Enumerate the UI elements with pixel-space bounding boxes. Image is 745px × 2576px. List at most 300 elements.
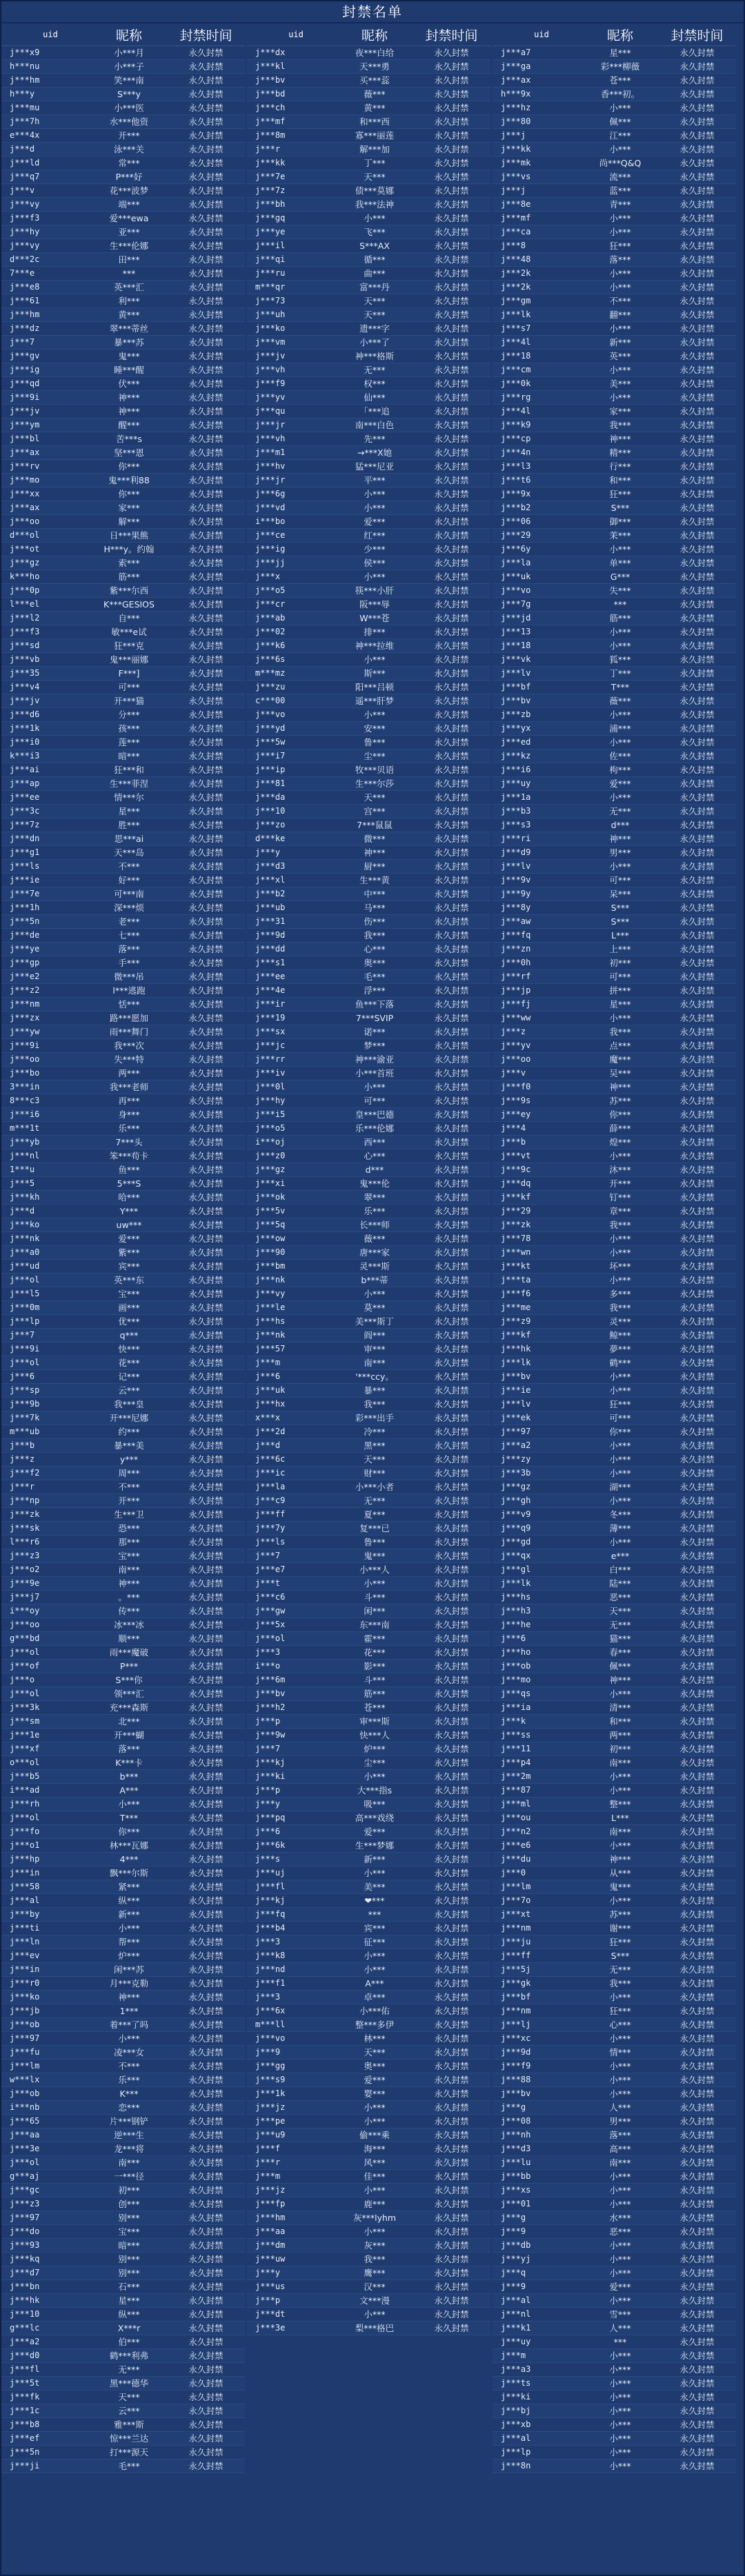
nickname-cell: 炉*** xyxy=(364,1744,386,1754)
nickname-cell: 顺*** xyxy=(118,1633,140,1644)
ban-time-cell: 永久封禁 xyxy=(434,1854,469,1864)
uid-cell: j***97 xyxy=(10,2213,40,2222)
nickname-cell: 小*** xyxy=(364,2309,386,2320)
uid-cell: j***b2 xyxy=(501,503,531,512)
ban-time-cell: 永久封禁 xyxy=(188,337,223,348)
ban-time-cell: 永久封禁 xyxy=(679,117,715,127)
uid-cell: j***uk xyxy=(255,1385,286,1395)
uid-cell: j***x9 xyxy=(10,48,40,57)
nickname-cell: 神***拉维 xyxy=(355,641,395,651)
ban-time-cell: 永久封禁 xyxy=(679,2392,715,2402)
nickname-cell: 亚*** xyxy=(118,227,140,237)
table-row xyxy=(1,2184,245,2197)
table-row xyxy=(1,1274,245,1287)
nickname-cell: 小*** xyxy=(609,1234,631,1244)
table-row xyxy=(247,1811,490,1825)
table-row xyxy=(1,1798,245,1811)
nickname-cell: 和*** xyxy=(609,1716,631,1727)
table-row xyxy=(1,667,245,681)
ban-time-cell: 永久封禁 xyxy=(679,1427,715,1437)
table-row xyxy=(493,1411,736,1425)
table-row xyxy=(1,1949,245,1963)
nickname-cell: 小*** xyxy=(609,1468,631,1478)
uid-cell: j***ek xyxy=(501,1413,531,1422)
table-row xyxy=(247,860,490,874)
uid-cell: j***ts xyxy=(501,2378,531,2388)
uid-cell: j***ch xyxy=(255,103,286,112)
uid-cell: j***g1 xyxy=(10,847,40,857)
uid-cell: j***kf xyxy=(501,1192,531,1202)
table-row xyxy=(493,1577,736,1591)
nickname-cell: 灰***lyhm xyxy=(352,2213,397,2223)
table-row xyxy=(247,1922,490,1935)
table-row xyxy=(493,1177,736,1191)
ban-time-cell: 永久封禁 xyxy=(434,2268,469,2278)
ban-time-cell: 永久封禁 xyxy=(434,1013,469,1023)
ban-time-cell: 永久封禁 xyxy=(188,1689,223,1699)
ban-time-cell: 永久封禁 xyxy=(679,103,715,113)
uid-cell: j***xl xyxy=(255,875,286,885)
table-row xyxy=(247,1453,490,1467)
uid-cell: j***y xyxy=(255,847,281,857)
ban-time-cell: 永久封禁 xyxy=(679,351,715,361)
nickname-cell: 再*** xyxy=(118,1096,140,1106)
table-row xyxy=(247,336,490,350)
ban-time-cell: 永久封禁 xyxy=(679,544,715,554)
table-row xyxy=(493,2377,736,2391)
ban-time-cell: 永久封禁 xyxy=(679,1854,715,1864)
nickname-cell: 小*** xyxy=(364,1578,386,1589)
ban-time-cell: 永久封禁 xyxy=(434,1234,469,1244)
nickname-cell: 枸*** xyxy=(609,765,631,775)
uid-cell: j***nh xyxy=(501,2130,531,2140)
ban-time-cell: 永久封禁 xyxy=(679,2254,715,2264)
nickname-cell: 充***森斯 xyxy=(109,1702,149,1713)
uid-cell: j***0 xyxy=(501,1868,526,1878)
uid-cell: j***ie xyxy=(501,1385,531,1395)
ban-time-cell: 永久封禁 xyxy=(679,696,715,706)
nickname-cell: 排*** xyxy=(364,627,386,637)
uid-cell: x***x xyxy=(255,1413,281,1422)
ban-time-cell: 永久封禁 xyxy=(188,599,223,610)
uid-cell: j***9d xyxy=(255,930,286,940)
table-row xyxy=(247,1067,490,1080)
nickname-cell: 深***烦 xyxy=(114,903,144,913)
nickname-cell: 惊***兰达 xyxy=(109,2433,149,2444)
ban-time-cell: 永久封禁 xyxy=(188,516,223,527)
nickname-cell: K***GESIOS xyxy=(103,599,155,610)
nickname-cell: *** xyxy=(122,268,136,279)
nickname-cell: 小***月 xyxy=(114,48,144,58)
ban-time-cell: 永久封禁 xyxy=(188,2061,223,2071)
nickname-cell: 思***ai xyxy=(114,834,144,844)
uid-cell: j***e7 xyxy=(255,1564,286,1574)
ban-time-cell: 永久封禁 xyxy=(434,1661,469,1671)
ban-time-cell: 永久封禁 xyxy=(188,199,223,210)
nickname-cell: 我*** xyxy=(364,930,386,940)
table-row xyxy=(1,1136,245,1149)
uid-cell: i***o xyxy=(255,1661,281,1671)
nickname-cell: 英***汇 xyxy=(114,282,144,292)
ban-time-cell: 永久封禁 xyxy=(434,585,469,596)
uid-cell: j***ic xyxy=(255,1468,286,1478)
table-row xyxy=(1,2197,245,2211)
uid-cell: j***ye xyxy=(10,944,40,954)
uid-cell: j***bm xyxy=(255,1261,286,1271)
ban-time-cell: 永久封禁 xyxy=(188,641,223,651)
uid-cell: j***3b xyxy=(501,1468,531,1478)
table-row xyxy=(1,901,245,915)
ban-time-cell: 永久封禁 xyxy=(434,1413,469,1423)
uid-cell: j***aa xyxy=(255,2226,286,2236)
ban-time-cell: 永久封禁 xyxy=(188,1730,223,1740)
nickname-cell: 小*** xyxy=(609,2378,631,2388)
nickname-cell: 蓝*** xyxy=(609,185,631,196)
uid-cell: j***zk xyxy=(501,1220,531,1229)
nickname-cell: 恐*** xyxy=(118,1523,140,1533)
table-row xyxy=(1,1922,245,1935)
ban-time-cell: 永久封禁 xyxy=(434,117,469,127)
ban-time-cell: 永久封禁 xyxy=(188,875,223,885)
nickname-cell: 纵*** xyxy=(118,1895,140,1906)
table-row xyxy=(247,446,490,460)
ban-time-cell: 永久封禁 xyxy=(434,365,469,375)
uid-cell: j***9x xyxy=(501,489,531,499)
nickname-cell: 循*** xyxy=(364,254,386,265)
table-row xyxy=(493,1646,736,1660)
uid-cell: j***jz xyxy=(255,2102,286,2112)
uid-cell: j***v4 xyxy=(10,682,40,692)
table-row xyxy=(1,446,245,460)
table-row xyxy=(493,763,736,777)
nickname-cell: 花*** xyxy=(364,1647,386,1658)
nickname-cell: 男*** xyxy=(609,847,631,858)
ban-time-cell: 永久封禁 xyxy=(188,1937,223,1947)
table-row xyxy=(493,2018,736,2032)
uid-cell: j***a2 xyxy=(501,1440,531,1450)
nickname-cell: 婴*** xyxy=(364,2089,386,2099)
nickname-cell: 小*** xyxy=(609,213,631,223)
table-row xyxy=(247,1853,490,1866)
table-row xyxy=(493,2459,736,2473)
table-row xyxy=(1,1563,245,1577)
nickname-cell: 开*** xyxy=(118,130,140,141)
ban-time-cell: 永久封禁 xyxy=(434,599,469,610)
uid-cell: j***ho xyxy=(501,1647,531,1657)
nickname-cell: *** xyxy=(613,599,627,610)
uid-cell: j***18 xyxy=(501,641,531,650)
table-row xyxy=(247,1080,490,1094)
uid-cell: j***oo xyxy=(501,1054,531,1064)
uid-cell: j***3 xyxy=(255,1992,281,2002)
uid-cell: j***uw xyxy=(255,2254,286,2264)
ban-time-cell: 永久封禁 xyxy=(434,1882,469,1892)
nickname-cell: 彩***出手 xyxy=(355,1413,395,1423)
nickname-cell: 路***愿加 xyxy=(109,1013,149,1023)
uid-cell: j***8y xyxy=(501,903,531,912)
ban-time-cell: 永久封禁 xyxy=(188,1385,223,1396)
uid-cell: j***d xyxy=(10,1206,35,1216)
uid-cell: j***z xyxy=(10,1454,35,1464)
table-row xyxy=(493,2115,736,2129)
nickname-cell: 征*** xyxy=(364,1937,386,1947)
uid-cell: j***xc xyxy=(501,2033,531,2043)
ban-time-cell: 永久封禁 xyxy=(434,1827,469,1837)
uid-cell: j***d7 xyxy=(10,2268,40,2277)
uid-cell: j***dq xyxy=(501,1178,531,1188)
nickname-cell: 笑***南 xyxy=(114,75,144,85)
uid-cell: j***r xyxy=(10,1482,35,1491)
nickname-cell: 我***法神 xyxy=(355,199,395,210)
nickname-cell: 1*** xyxy=(119,2006,139,2016)
nickname-cell: 宝*** xyxy=(118,1551,140,1561)
ban-time-cell: 永久封禁 xyxy=(434,103,469,113)
uid-cell: j***bf xyxy=(501,682,531,692)
nickname-cell: 鹿*** xyxy=(364,2199,386,2209)
table-row xyxy=(1,887,245,901)
table-row xyxy=(1,1205,245,1218)
table-row xyxy=(493,2142,736,2156)
ban-time-cell: 永久封禁 xyxy=(188,999,223,1009)
table-row xyxy=(1,1177,245,1191)
table-row xyxy=(493,708,736,722)
table-row xyxy=(493,970,736,984)
nickname-cell: 夜***白给 xyxy=(355,48,395,58)
nickname-cell: 中*** xyxy=(364,889,386,899)
nickname-cell: 生***菲涅 xyxy=(109,778,149,789)
ban-time-cell: 永久封禁 xyxy=(679,1109,715,1120)
ban-time-cell: 永久封禁 xyxy=(679,1661,715,1671)
ban-time-cell: 永久封禁 xyxy=(679,434,715,444)
table-row xyxy=(493,694,736,708)
uid-cell: j***ud xyxy=(10,1261,40,1271)
uid-cell: j***ss xyxy=(501,1730,531,1740)
table-row xyxy=(493,1315,736,1329)
ban-time-cell: 永久封禁 xyxy=(679,1620,715,1630)
table-row xyxy=(1,612,245,625)
ban-list-column xyxy=(1,23,245,2575)
nickname-cell: 乐*** xyxy=(364,1206,386,1216)
nickname-cell: 逆***生 xyxy=(114,2130,144,2140)
uid-cell: j***s7 xyxy=(501,323,531,333)
table-row xyxy=(1,805,245,818)
ban-time-cell: 永久封禁 xyxy=(679,461,715,472)
ban-time-cell: 永久封禁 xyxy=(188,89,223,99)
uid-cell: j***mu xyxy=(10,103,40,112)
nickname-cell: 斗*** xyxy=(364,1592,386,1602)
uid-cell: j***6 xyxy=(10,1371,35,1381)
nickname-cell: 买***蕊 xyxy=(359,75,390,85)
ban-time-cell: 永久封禁 xyxy=(679,392,715,403)
ban-time-cell: 永久封禁 xyxy=(434,1330,469,1340)
uid-cell: j***ln xyxy=(10,1937,40,1946)
nickname-cell: 煌*** xyxy=(609,1137,631,1147)
table-row xyxy=(247,129,490,143)
table-row xyxy=(493,1963,736,1977)
ban-time-cell: 永久封禁 xyxy=(434,2323,469,2333)
nickname-cell: 伏*** xyxy=(118,379,140,389)
ban-time-cell: 永久封禁 xyxy=(188,1137,223,1147)
nickname-cell: 田*** xyxy=(118,254,140,265)
nickname-cell: 钉*** xyxy=(609,1192,631,1203)
ban-time-cell: 永久封禁 xyxy=(679,806,715,816)
nickname-cell: 小*** xyxy=(609,1689,631,1699)
table-row xyxy=(493,308,736,322)
table-row xyxy=(493,2184,736,2197)
uid-cell: j***5t xyxy=(10,2378,40,2388)
nickname-cell: 先*** xyxy=(364,434,386,444)
ban-time-cell: 永久封禁 xyxy=(188,972,223,982)
uid-cell: j***db xyxy=(501,2240,531,2250)
uid-cell: j***ld xyxy=(10,158,40,168)
nickname-cell: y*** xyxy=(119,1454,139,1465)
uid-cell: j***ye xyxy=(255,227,286,237)
nickname-cell: 吴*** xyxy=(609,1068,631,1078)
nickname-cell: 陆*** xyxy=(609,1578,631,1589)
uid-cell: j***cp xyxy=(501,434,531,443)
uid-cell: j***pe xyxy=(255,2116,286,2126)
uid-cell: j***9e xyxy=(10,1578,40,1588)
ban-time-cell: 永久封禁 xyxy=(679,627,715,637)
table-row xyxy=(247,198,490,212)
table-row xyxy=(493,350,736,363)
table-row xyxy=(247,460,490,474)
table-row xyxy=(1,1080,245,1094)
uid-cell: j***k xyxy=(501,1716,526,1726)
nickname-cell: 。*** xyxy=(118,1592,140,1602)
table-row xyxy=(1,653,245,667)
nickname-cell: b***蒂 xyxy=(361,1275,388,1285)
table-row xyxy=(247,2046,490,2060)
nickname-cell: d*** xyxy=(610,820,630,830)
nickname-cell: 你*** xyxy=(609,1109,631,1120)
nickname-cell: 凌***女 xyxy=(114,2047,144,2057)
nickname-cell: 端*** xyxy=(118,199,140,210)
ban-time-cell: 永久封禁 xyxy=(434,503,469,513)
uid-cell: j***yv xyxy=(255,392,286,402)
uid-cell: j***9v xyxy=(501,875,531,885)
nickname-cell: 云*** xyxy=(118,1385,140,1396)
ban-time-cell: 永久封禁 xyxy=(188,503,223,513)
uid-cell: j***la xyxy=(501,558,531,567)
table-row xyxy=(1,1039,245,1053)
nickname-cell: 高***戏绕 xyxy=(355,1813,395,1823)
ban-time-cell: 永久封禁 xyxy=(679,1302,715,1313)
ban-time-cell: 永久封禁 xyxy=(679,2461,715,2471)
header-nickname: 昵称 xyxy=(115,28,142,43)
uid-cell: j***vt xyxy=(501,1151,531,1160)
ban-time-cell: 永久封禁 xyxy=(679,1385,715,1396)
uid-cell: j***kk xyxy=(255,158,286,168)
uid-cell: j***7 xyxy=(10,337,35,347)
uid-cell: j***aa xyxy=(10,2130,40,2140)
header-ban-time: 封禁时间 xyxy=(425,28,478,43)
table-row xyxy=(1,1094,245,1108)
ban-time-cell: 永久封禁 xyxy=(188,2199,223,2209)
nickname-cell: 和***西 xyxy=(359,117,390,127)
ban-time-cell: 永久封禁 xyxy=(679,1675,715,1685)
ban-time-cell: 永久封禁 xyxy=(188,117,223,127)
nickname-cell: 神*** xyxy=(118,392,140,403)
nickname-cell: 老*** xyxy=(118,916,140,927)
ban-time-cell: 永久封禁 xyxy=(679,999,715,1009)
nickname-cell: 日***果熊 xyxy=(109,530,149,541)
table-row xyxy=(247,2294,490,2308)
nickname-cell: 我*** xyxy=(609,1220,631,1230)
uid-cell: d***ke xyxy=(255,834,286,843)
table-row xyxy=(493,556,736,570)
nickname-cell: uw*** xyxy=(116,1220,142,1230)
nickname-cell: 开*** xyxy=(118,1496,140,1506)
ban-time-cell: 永久封禁 xyxy=(679,2061,715,2071)
ban-time-cell: 永久封禁 xyxy=(188,627,223,637)
uid-cell: j***88 xyxy=(501,2075,531,2084)
uid-cell: j***cr xyxy=(255,599,286,609)
uid-cell: j***jc xyxy=(255,1040,286,1050)
uid-cell: j***v xyxy=(10,185,35,195)
table-row xyxy=(1,350,245,363)
uid-cell: j***3k xyxy=(10,1702,40,1712)
ban-time-cell: 永久封禁 xyxy=(679,2047,715,2057)
uid-cell: j***90 xyxy=(255,1247,286,1257)
nickname-cell: 债***莫娜 xyxy=(355,185,395,196)
ban-time-cell: 永久封禁 xyxy=(188,420,223,430)
nickname-cell: 小*** xyxy=(364,1868,386,1878)
nickname-cell: 大***指s xyxy=(357,1785,393,1795)
uid-cell: j***vy xyxy=(10,241,40,250)
nickname-cell: 着***了吗 xyxy=(109,2020,149,2030)
nickname-cell: 你*** xyxy=(609,1427,631,1437)
table-row xyxy=(247,639,490,653)
uid-cell: j***9i xyxy=(10,1344,40,1354)
ban-time-cell: 永久封禁 xyxy=(434,1537,469,1547)
ban-time-cell: 永久封禁 xyxy=(679,1344,715,1354)
table-row xyxy=(1,1315,245,1329)
ban-time-cell: 永久封禁 xyxy=(679,1951,715,1961)
table-row xyxy=(247,253,490,267)
ban-time-cell: 永久封禁 xyxy=(434,1137,469,1147)
ban-time-cell: 永久封禁 xyxy=(188,1840,223,1851)
nickname-cell: 7***鼠鼠 xyxy=(357,820,393,830)
uid-cell: m***1t xyxy=(10,1123,40,1133)
uid-cell: j***dm xyxy=(255,2240,286,2250)
ban-time-cell: 永久封禁 xyxy=(434,1895,469,1906)
table-row xyxy=(1,722,245,736)
ban-time-cell: 永久封禁 xyxy=(188,1785,223,1795)
uid-cell: j***ia xyxy=(501,1702,531,1712)
nickname-cell: 鹤*** xyxy=(609,1358,631,1368)
nickname-cell: 可*** xyxy=(609,972,631,982)
nickname-cell: 鹰*** xyxy=(364,2268,386,2278)
table-row xyxy=(247,998,490,1012)
ban-time-cell: 永久封禁 xyxy=(434,1592,469,1602)
ban-time-cell: 永久封禁 xyxy=(679,296,715,306)
table-row xyxy=(493,74,736,88)
nickname-cell: 伯*** xyxy=(118,2337,140,2347)
table-row xyxy=(1,1770,245,1784)
table-row xyxy=(493,2363,736,2377)
ban-time-cell: 永久封禁 xyxy=(679,516,715,527)
ban-time-cell: 永久封禁 xyxy=(434,2102,469,2113)
table-row xyxy=(1,336,245,350)
table-row xyxy=(1,1108,245,1122)
nickname-cell: 新*** xyxy=(364,1854,386,1864)
nickname-cell: l***逃跑 xyxy=(112,985,146,996)
uid-cell: j***kh xyxy=(10,1192,40,1202)
table-row xyxy=(1,1287,245,1301)
table-row xyxy=(247,2142,490,2156)
ban-time-cell: 永久封禁 xyxy=(679,1399,715,1409)
